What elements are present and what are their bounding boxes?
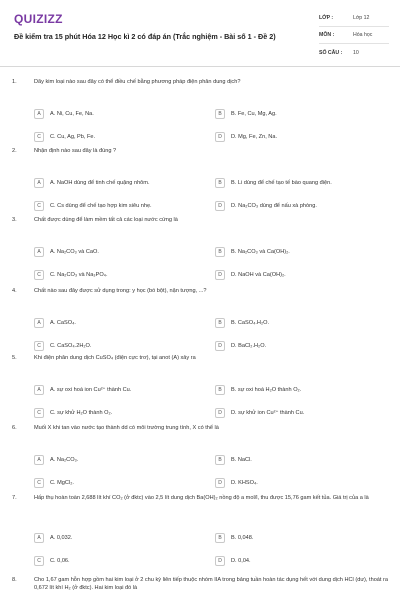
question-number: 3.: [12, 217, 17, 223]
question-text: Hấp thụ hoàn toàn 2,688 lít khí CO₂ (ở đktc) vào 2,5 lít dung dịch Ba(OH)₂ nồng độ a mol/l, thu được 15,76 gam kết tủa. Giá trị của a là: [34, 495, 369, 501]
option-letter-box: B: [215, 455, 225, 465]
option-letter-box: A: [34, 385, 44, 395]
question-text: Chất được dùng để làm mềm tất cả các loại nước cứng là: [34, 217, 178, 223]
option-text: B. Fe, Cu, Mg, Ag.: [231, 111, 277, 117]
worksheet-header: [0, 0, 400, 62]
meta-key: SỐ CÂU :: [319, 49, 343, 56]
option-text: D. Na₂CO₃ dùng để nấu xà phòng.: [231, 203, 317, 209]
question-text: Chất nào sau đây được sử dụng trong: y học (bó bột), nặn tượng, ...?: [34, 288, 207, 294]
answer-option-c[interactable]: [34, 199, 192, 213]
option-letter-box: D: [215, 408, 225, 418]
meta-row-class: [319, 10, 389, 27]
option-text: A. CaSO₄.: [50, 320, 76, 326]
option-letter-box: A: [34, 533, 44, 543]
answer-option-c[interactable]: [34, 268, 192, 282]
option-text: D. KHSO₄.: [231, 480, 258, 486]
meta-key: MÔN :: [319, 32, 335, 38]
option-letter-box: A: [34, 247, 44, 257]
option-text: A. Na₂CO₃ và CaO.: [50, 249, 99, 255]
answer-option-d[interactable]: [215, 406, 373, 420]
option-letter-box: C: [34, 408, 44, 418]
option-text: A. 0,032.: [50, 535, 73, 541]
question-number: 8.: [12, 577, 17, 583]
option-letter-box: C: [34, 201, 44, 211]
answer-option-b[interactable]: [215, 531, 373, 545]
meta-key: LỚP :: [319, 15, 334, 21]
question-number: 7.: [12, 495, 17, 501]
answer-option-d[interactable]: [215, 339, 373, 353]
question-number: 2.: [12, 148, 17, 154]
answer-option-c[interactable]: [34, 406, 192, 420]
question-text: Muối X khi tan vào nước tạo thành dd có môi trường trung tính, X có thể là: [34, 425, 219, 431]
answer-option-a[interactable]: [34, 316, 192, 330]
answer-option-b[interactable]: [215, 176, 373, 190]
option-letter-box: D: [215, 341, 225, 351]
answer-option-a[interactable]: [34, 245, 192, 259]
option-letter-box: C: [34, 341, 44, 351]
option-letter-box: D: [215, 556, 225, 566]
option-letter-box: B: [215, 385, 225, 395]
question-text: Nhận định nào sau đây là đúng ?: [34, 148, 117, 154]
answer-option-c[interactable]: [34, 339, 192, 353]
question-number: 4.: [12, 288, 17, 294]
option-letter-box: B: [215, 318, 225, 328]
option-text: A. Ni, Cu, Fe, Na.: [50, 111, 94, 117]
answer-option-b[interactable]: [215, 453, 373, 467]
option-text: C. Cu, Ag, Pb, Fe.: [50, 134, 96, 140]
option-letter-box: A: [34, 455, 44, 465]
option-text: C. MgCl₂.: [50, 480, 74, 486]
option-letter-box: D: [215, 132, 225, 142]
meta-row-count: [319, 44, 389, 61]
option-letter-box: A: [34, 109, 44, 119]
option-text: D. sự khử ion Cu²⁺ thành Cu.: [231, 410, 305, 416]
option-letter-box: C: [34, 556, 44, 566]
option-letter-box: A: [34, 318, 44, 328]
answer-option-a[interactable]: [34, 383, 192, 397]
answer-option-d[interactable]: [215, 130, 373, 144]
option-text: C. Cs dùng để chế tạo hợp kim siêu nhẹ.: [50, 203, 152, 209]
answer-option-d[interactable]: [215, 554, 373, 568]
answer-option-a[interactable]: [34, 176, 192, 190]
option-text: B. Li dùng để chế tạo tế bào quang điện.: [231, 180, 332, 186]
answer-option-d[interactable]: [215, 268, 373, 282]
option-text: B. sự oxi hoá H₂O thành O₂.: [231, 387, 302, 393]
option-text: D. 0,04.: [231, 558, 251, 564]
option-letter-box: B: [215, 109, 225, 119]
option-text: D. Mg, Fe, Zn, Na.: [231, 134, 278, 140]
option-text: C. 0,06.: [50, 558, 70, 564]
answer-option-c[interactable]: [34, 130, 192, 144]
option-text: B. CaSO₄.H₂O.: [231, 320, 270, 326]
option-letter-box: B: [215, 533, 225, 543]
question-text: Dãy kim loại nào sau đây có thể điều chế bằng phương pháp điện phân dung dịch?: [34, 79, 241, 85]
answer-option-b[interactable]: [215, 383, 373, 397]
question-number: 6.: [12, 425, 17, 431]
option-letter-box: C: [34, 132, 44, 142]
meta-value: Lớp 12: [353, 15, 370, 21]
option-letter-box: B: [215, 178, 225, 188]
option-text: D. BaCl₂.H₂O.: [231, 343, 267, 349]
option-letter-box: D: [215, 478, 225, 488]
answer-option-b[interactable]: [215, 107, 373, 121]
option-text: B. Na₂CO₃ và Ca(OH)₂.: [231, 249, 290, 255]
answer-option-d[interactable]: [215, 476, 373, 490]
option-text: C. sự khử H₂O thành O₂.: [50, 410, 113, 416]
answer-option-a[interactable]: [34, 531, 192, 545]
option-letter-box: D: [215, 201, 225, 211]
answer-option-d[interactable]: [215, 199, 373, 213]
answer-option-c[interactable]: [34, 554, 192, 568]
option-text: B. NaCl.: [231, 457, 252, 463]
meta-value: Hóa học: [353, 32, 373, 38]
answer-option-a[interactable]: [34, 453, 192, 467]
answer-option-c[interactable]: [34, 476, 192, 490]
page-title: Đề kiểm tra 15 phút Hóa 12 Học kì 2 có đáp án (Trắc nghiệm - Bài số 1 - Đề 2): [14, 32, 276, 41]
question-number: 1.: [12, 79, 17, 85]
quizizz-logo: QUIZIZZ: [14, 12, 63, 26]
option-text: A. NaOH dùng để tinh chế quặng nhôm.: [50, 180, 150, 186]
option-text: C. CaSO₄.2H₂O.: [50, 343, 92, 349]
option-text: A. Na₂CO₃.: [50, 457, 79, 463]
option-text: D. NaOH và Ca(OH)₂.: [231, 272, 286, 278]
option-letter-box: C: [34, 478, 44, 488]
option-text: A. sự oxi hoá ion Cu²⁺ thành Cu.: [50, 387, 132, 393]
question-number: 5.: [12, 355, 17, 361]
option-letter-box: B: [215, 247, 225, 257]
answer-option-b[interactable]: [215, 316, 373, 330]
header-divider: [0, 66, 400, 67]
answer-option-b[interactable]: [215, 245, 373, 259]
question-text: Cho 1,67 gam hỗn hợp gồm hai kim loại ở 2 chu kỳ liên tiếp thuộc nhóm IIA trong bảng tuần hoàn tác dụng hết với dung dịch HCl (dư), thoát ra 0,672 lít khí H₂ (ở đktc). Hai kim loại đó là: [34, 577, 389, 591]
option-text: C. Na₂CO₃ và Na₃PO₄.: [50, 272, 108, 278]
option-letter-box: A: [34, 178, 44, 188]
option-letter-box: D: [215, 270, 225, 280]
meta-value: 10: [353, 49, 359, 56]
answer-option-a[interactable]: [34, 107, 192, 121]
meta-table: [319, 10, 389, 61]
meta-row-subject: [319, 27, 389, 44]
question-text: Khi điện phân dung dịch CuSO₄ (điện cực trơ), tại anot (A) xảy ra: [34, 355, 196, 361]
option-text: B. 0,048.: [231, 535, 254, 541]
option-letter-box: C: [34, 270, 44, 280]
